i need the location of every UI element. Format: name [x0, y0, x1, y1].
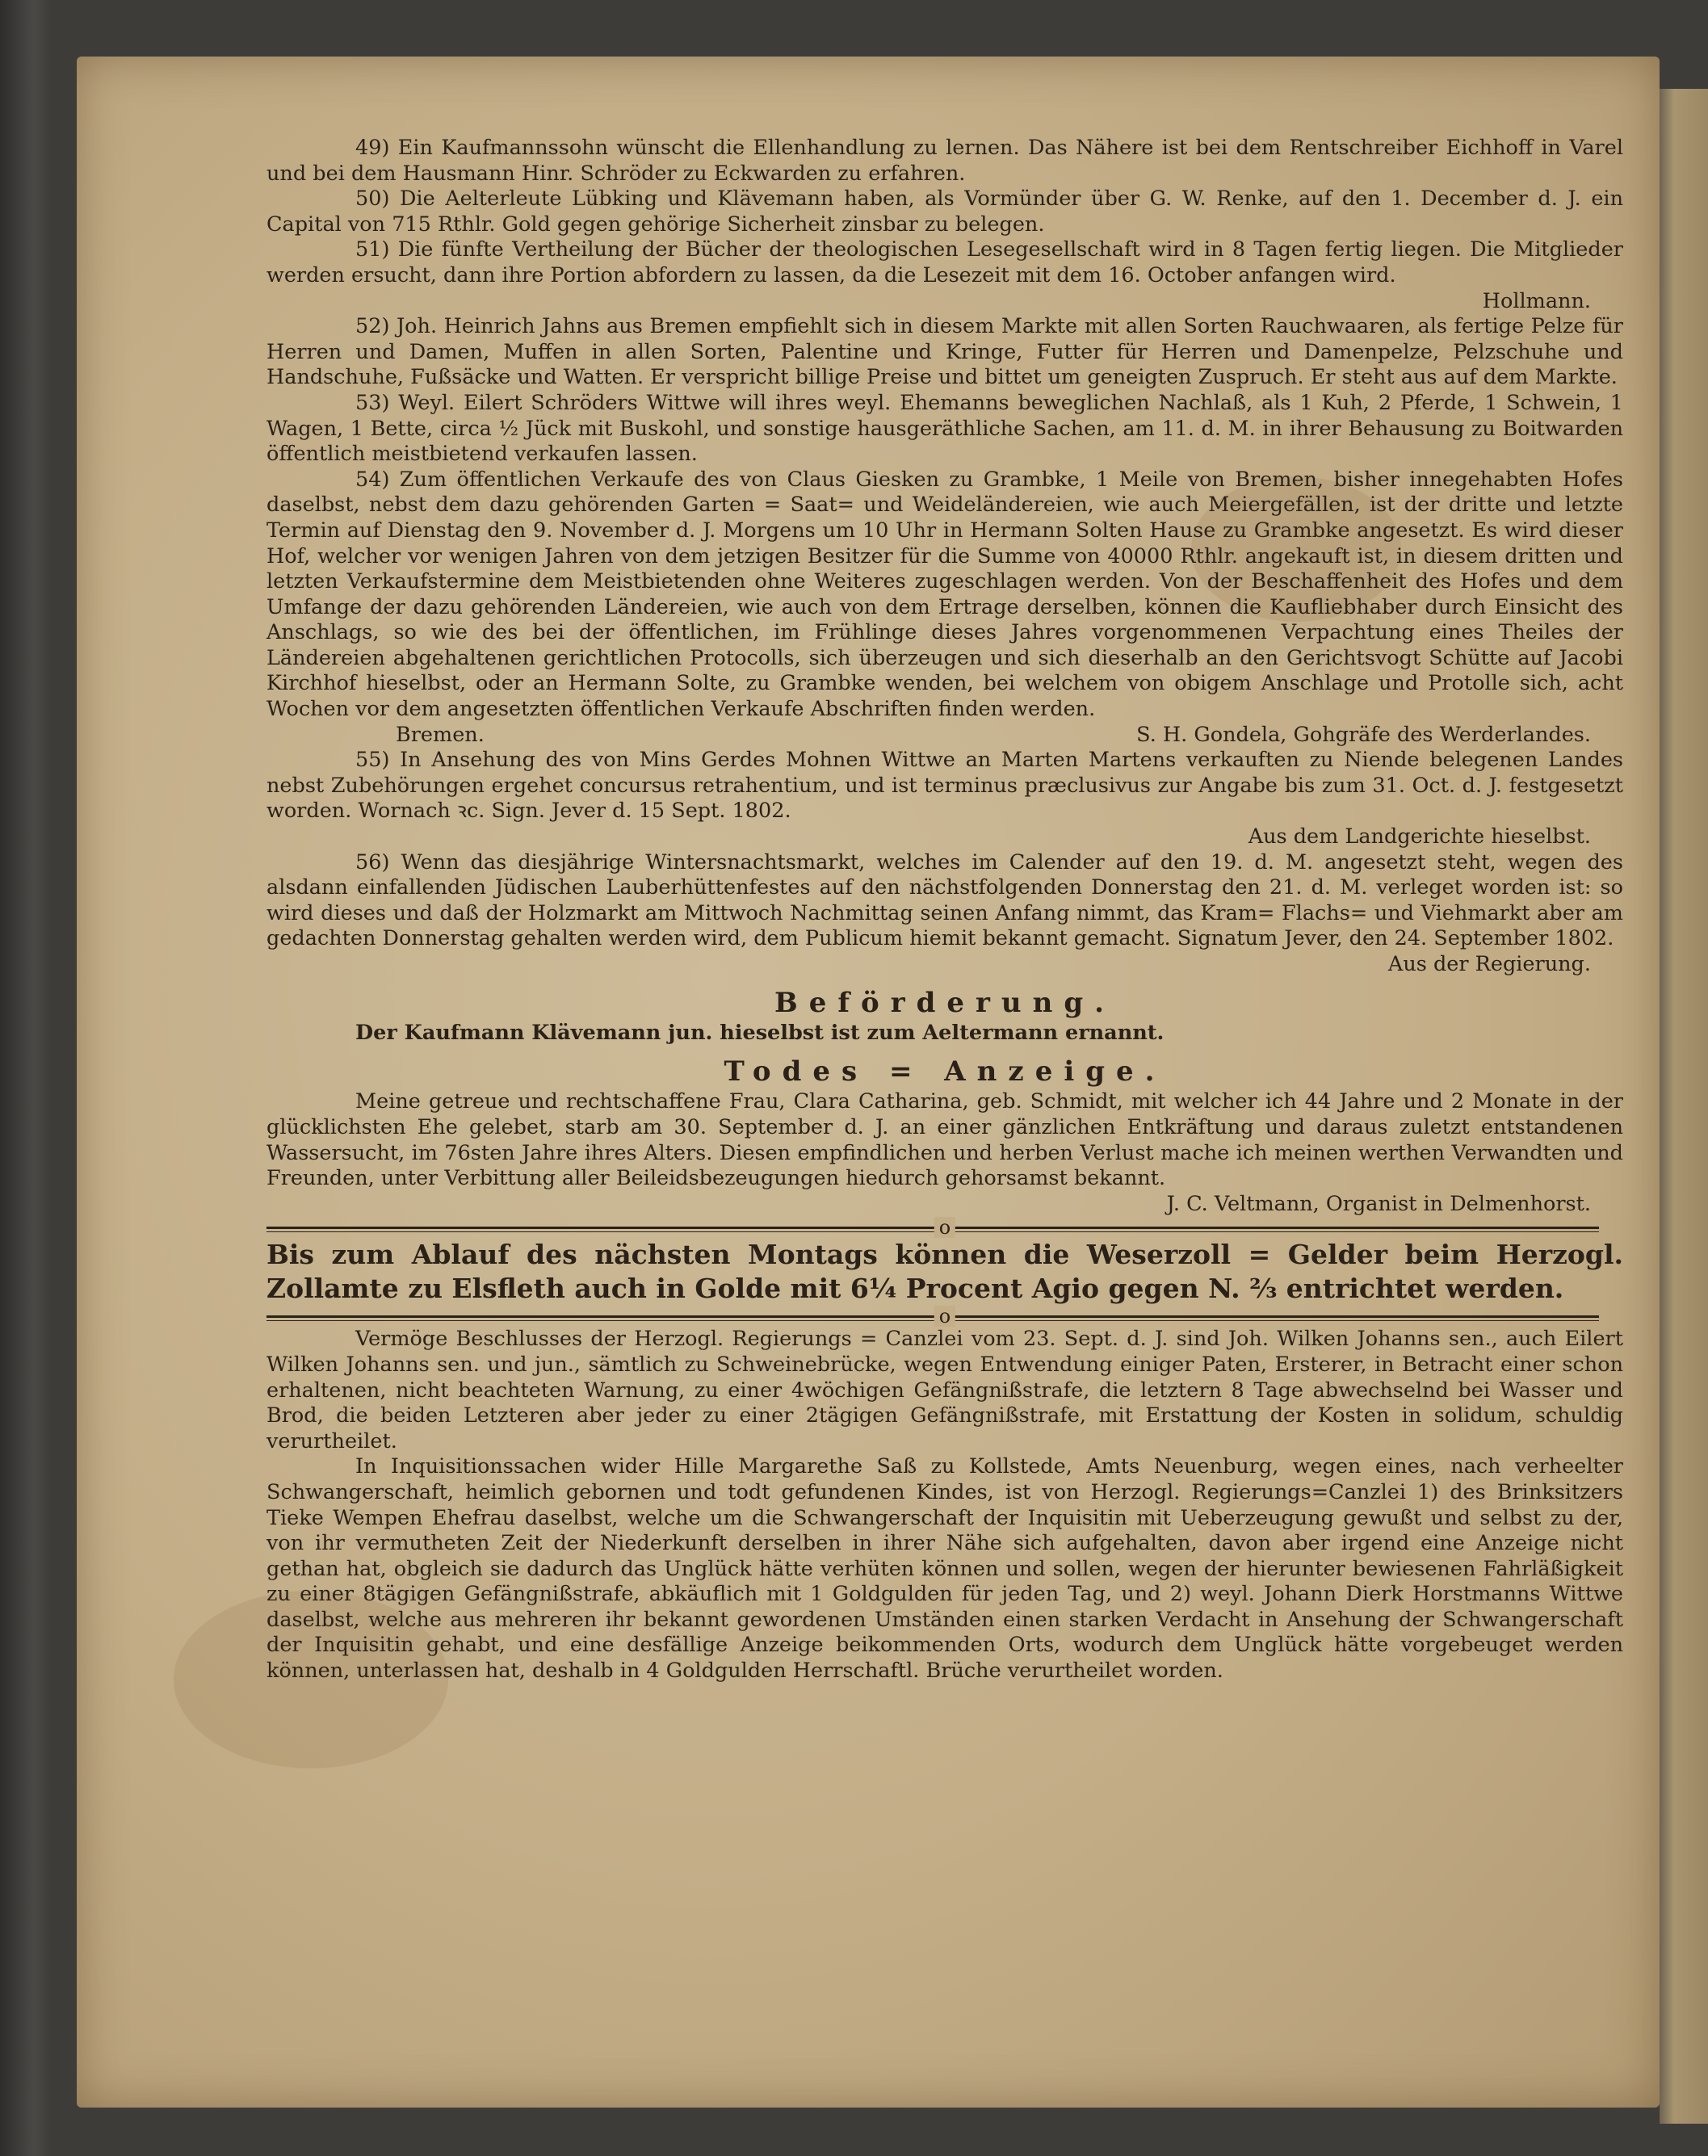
divider-mark: o: [934, 1217, 955, 1238]
divider-rule: [266, 1315, 1599, 1321]
promotion-text: Der Kaufmann Klävemann jun. hieselbst ist zum Aeltermann ernannt.: [355, 1021, 1165, 1046]
death-notice-heading: Todes = Anzeige.: [724, 1055, 1166, 1088]
notice-56: 56) Wenn das diesjährige Wintersnachtsmarkt, welches im Calender auf den 19. d. M. angesetzt steht, wegen des alsdann einfallenden Jüdischen Lauberhüttenfestes auf den nächstfolgenden Donnerstag den 21. d. M. verleget worden ist: so wird dieses und daß der Holzmarkt am Mittwoch Nachmittag seinen Anfang nimmt, das Kram= Flachs= und Viehmarkt aber am gedachten Donnerstag gehalten werden wird, dem Publicum hiemit bekannt gemacht. Signatum Jever, den 24. September 1802.: [266, 849, 1623, 951]
weser-toll-notice: Bis zum Ablauf des nächsten Montags können die Weserzoll = Gelder beim Herzogl. Zollamte zu Elsfleth auch in Golde mit 6¼ Procent Agio gegen N. ⅔ entrichtet werden.: [266, 1239, 1623, 1305]
divider-rule: [266, 1227, 1599, 1232]
death-notice-signature: J. C. Veltmann, Organist in Delmenhorst.: [1166, 1191, 1591, 1216]
notice-54: 54) Zum öffentlichen Verkaufe des von Claus Giesken zu Grambke, 1 Meile von Bremen, bisher innegehabten Hofes daselbst, nebst dem dazu gehörenden Garten = Saat= und Weideländereien, wie auch Meiergefällen, ist der dritte und letzte Termin auf Dienstag den 9. November d. J. Morgens um 10 Uhr in Hermann Solten Hause zu Grambke angesetzt. Es wird dieser Hof, welcher vor wenigen Jahren von dem jetzigen Besitzer für die Summe von 40000 Rthlr. angekauft ist, in diesem dritten und letzten Verkaufstermine dem Meistbietenden ohne Weiteres zugeschlagen werden. Von der Beschaffenheit des Hofes und dem Umfange der dazu gehörenden Ländereien, wie auch von dem Ertrage derselben, können die Kaufliebhaber durch Einsicht des Anschlags, so wie des bei der öffentlichen, im Frühlinge dieses Jahres vorgenommenen Verpachtung eines Theiles der Ländereien abgehaltenen gerichtlichen Protocolls, sich überzeugen und sich dieserhalb an den Gerichtsvogt Schütte auf Jacobi Kirchhof hieselbst, oder an Hermann Solte, zu Grambke wenden, bei welchem von obigem Anschlage und Protolle sich, acht Wochen vor dem angesetzten öffentlichen Verkaufe Abschriften finden werden.: [266, 467, 1623, 722]
notice-54-signature: S. H. Gondela, Gohgräfe des Werderlandes.: [1136, 722, 1591, 747]
section-divider: [266, 1217, 1623, 1238]
notice-56-signature: Aus der Regierung.: [1387, 952, 1591, 976]
notice-55: 55) In Ansehung des von Mins Gerdes Mohnen Wittwe an Marten Martens verkauften zu Niende belegenen Landes nebst Zubehörungen ergehet concursus retrahentium, und ist terminus præclusivus zur Angabe bis zum 31. Oct. d. J. festgesetzt worden. Wornach ꝛc. Sign. Jever d. 15 Sept. 1802.: [266, 748, 1623, 824]
notice-53: 53) Weyl. Eilert Schröders Wittwe will ihres weyl. Ehemanns beweglichen Nachlaß, als 1 Kuh, 2 Pferde, 1 Schwein, 1 Wagen, 1 Bette, circa ½ Jück mit Buskohl, und sonstige hausgeräthliche Sachen, am 11. d. M. in ihrer Behausung zu Boitwarden öffentlich meistbietend verkaufen lassen.: [266, 390, 1623, 467]
death-notice-text: Meine getreue und rechtschaffene Frau, Clara Catharina, geb. Schmidt, mit welcher ich 44 Jahre und 2 Monate in der glücklichsten Ehe gelebet, starb am 30. September d. J. an einer gänzlichen Entkräftung und daraus zuletzt entstandenen Wassersucht, im 76sten Jahre ihres Alters. Diesen empfindlichen und herben Verlust mache ich meinen werthen Verwandten und Freunden, unter Verbittung aller Beileidsbezeugungen hiedurch gehorsamst bekannt.: [266, 1089, 1623, 1191]
page-content: [266, 136, 1623, 1684]
notice-51-signature: Hollmann.: [1482, 288, 1591, 313]
notice-55-signature: Aus dem Landgerichte hieselbst.: [1248, 824, 1591, 849]
verdict-2: In Inquisitionssachen wider Hille Margarethe Saß zu Kollstede, Amts Neuenburg, wegen eines, nach verheelter Schwangerschaft, heimlich gebornen und todt gefundenen Kindes, ist von Herzogl. Regierungs=Canzlei 1) des Brinksitzers Tieke Wempen Ehefrau daselbst, welche um die Schwangerschaft der Inquisitin mit Ueberzeugung gewußt und selbst zu der, von ihr vermutheten Zeit der Niederkunft derselben in ihrer Nähe sich aufgehalten, davon aber irgend eine Anzeige nicht gethan hat, obgleich sie dadurch das Unglück hätte verhüten können und sollen, wegen der hierunter bewiesenen Fahrläßigkeit zu einer 8tägigen Gefängnißstrafe, abkäuflich mit 1 Goldgulden für jeden Tag, und 2) weyl. Johann Dierk Horstmanns Wittwe daselbst, welche aus mehreren ihr bekannt gewordenen Umständen einen starken Verdacht in Ansehung der Schwangerschaft der Inquisitin gehabt, und eine desfällige Anzeige beikommenden Orts, wodurch dem Unglück hätte vorgebeuget werden können, unterlassen hat, deshalb in 4 Goldgulden Herrschaftl. Brüche verurtheilet worden.: [266, 1454, 1623, 1684]
notice-52: 52) Joh. Heinrich Jahns aus Bremen empfiehlt sich in diesem Markte mit allen Sorten Rauchwaaren, als fertige Pelze für Herren und Damen, Muffen in allen Sorten, Palentine und Kringe, Futter für Herren und Damenpelze, Pelzschuhe und Handschuhe, Fußsäcke und Watten. Er verspricht billige Preise und bittet um geneigten Zuspruch. Er steht aus auf dem Markte.: [266, 314, 1623, 390]
notice-49: 49) Ein Kaufmannssohn wünscht die Ellenhandlung zu lernen. Das Nähere ist bei dem Rentschreiber Eichhoff in Varel und bei dem Hausmann Hinr. Schröder zu Eckwarden zu erfahren.: [266, 136, 1623, 186]
notice-51: 51) Die fünfte Vertheilung der Bücher der theologischen Lesegesellschaft wird in 8 Tagen fertig liegen. Die Mitglieder werden ersucht, dann ihre Portion abfordern zu lassen, da die Lesezeit mit dem 16. October anfangen wird.: [266, 237, 1623, 287]
section-divider: [266, 1306, 1623, 1327]
promotion-heading: Beförderung.: [774, 986, 1115, 1019]
facing-page-edge: [1660, 89, 1708, 2124]
notice-50: 50) Die Aelterleute Lübking und Klävemann haben, als Vormünder über G. W. Renke, auf den 1. December d. J. ein Capital von 715 Rthlr. Gold gegen gehörige Sicherheit zinsbar zu belegen.: [266, 187, 1623, 237]
verdict-1: Vermöge Beschlusses der Herzogl. Regierungs = Canzlei vom 23. Sept. d. J. sind Joh. Wilken Johanns sen., auch Eilert Wilken Johanns sen. und jun., sämtlich zu Schweinebrücke, wegen Entwendung einiger Paten, Ersterer, in Betracht einer schon erhaltenen, nicht beachteten Warnung, zu einer 4wöchigen Gefängnißstrafe, die letztern 8 Tage abwechselnd bei Wasser und Brod, die beiden Letzteren aber jeder zu einer 2tägigen Gefängnißstrafe, mit Erstattung der Kosten in solidum, schuldig verurtheilet.: [266, 1327, 1623, 1453]
notice-54-signature-row: [266, 723, 1623, 749]
notice-54-place: Bremen.: [396, 722, 485, 747]
divider-mark: o: [934, 1306, 955, 1327]
